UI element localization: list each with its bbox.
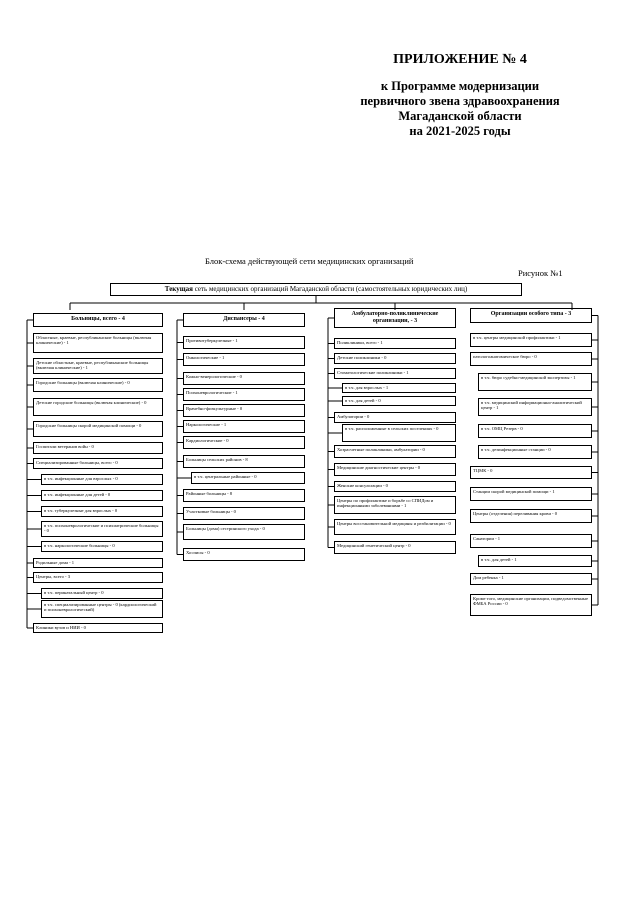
node-item: Врачебно-физкультурные - 0 [183, 404, 305, 417]
node-item: в т.ч. инфекционные для взрослых - 0 [41, 474, 163, 485]
node-item: в т.ч. специализированные центры - 0 (кардиологический и психоневрологический) [41, 600, 163, 618]
figure-label: Рисунок №1 [518, 268, 563, 278]
root-text: сеть медицинских организаций Магаданской области (самостоятельных юридических лиц) [194, 285, 468, 293]
node-item: Родильные дома - 1 [33, 558, 163, 568]
node-item: Специализированные больницы, всего - 0 [33, 458, 163, 469]
node-item: Районные больницы - 8 [183, 489, 305, 502]
node-item: в т.ч. для детей - 0 [342, 396, 456, 406]
node-item: Женские консультации - 0 [334, 481, 456, 492]
node-item: Областные, краевые, республиканские больницы (включая клинические) - 1 [33, 333, 163, 353]
node-item: Больницы (дома) сестринского ухода - 0 [183, 524, 305, 540]
node-item: в т.ч. центры медицинской профилактики - 1 [470, 333, 592, 347]
node-item: Стоматологические поликлиники - 1 [334, 368, 456, 379]
root-prefix: Текущая [164, 285, 193, 293]
node-item: Больницы сельских районов - 8 [183, 455, 305, 468]
node-item: Кардиологические - 0 [183, 436, 305, 449]
node-item: Медицинский генетический центр - 0 [334, 541, 456, 554]
node-item: Детские поликлиники - 0 [334, 353, 456, 364]
node-item: Кожно-венерологические - 0 [183, 372, 305, 385]
subtitle-line-4: на 2021-2025 годы [409, 124, 511, 138]
node-item: Санатории - 1 [470, 534, 592, 548]
node-item: в т.ч. туберкулезные для взрослых - 0 [41, 506, 163, 517]
node-item: Детские городские больницы (включая клинические) - 0 [33, 398, 163, 416]
node-item: Центры по профилактике и борьбе со СПИДом и инфекционными заболеваниями - 1 [334, 496, 456, 514]
node-item: Центры восстановительной медицины и реабилитации - 0 [334, 519, 456, 535]
node-item: Дом ребенка - 1 [470, 573, 592, 585]
column-header-1: Больницы, всего - 4 [33, 313, 163, 327]
node-item: Госпитали ветеранов войн - 0 [33, 442, 163, 454]
node-item: Центры (отделения) переливания крови - 0 [470, 509, 592, 523]
node-item: Онкологические - 1 [183, 353, 305, 366]
subtitle-line-1: к Программе модернизации [380, 79, 540, 93]
node-item: в т.ч. медицинский информационно-аналитический центр - 1 [478, 398, 592, 416]
node-item: Медицинские диагностические центры - 0 [334, 463, 456, 476]
subtitle-line-3: Магаданской области [398, 109, 522, 123]
node-item: в т.ч. инфекционные для детей - 0 [41, 490, 163, 501]
node-item: в т.ч. для взрослых - 1 [342, 383, 456, 393]
diagram-caption: Блок-схема действующей сети медицинских организаций [205, 256, 414, 266]
node-item: Участковые больницы - 0 [183, 507, 305, 520]
node-item: Противотуберкулезные - 1 [183, 336, 305, 349]
node-item: в т.ч. наркологические больницы - 0 [41, 541, 163, 552]
column-header-4: Организации особого типа - 3 [470, 308, 592, 323]
node-item: в т.ч. перинатальный центр - 0 [41, 588, 163, 599]
node-item: Центры, всего - 3 [33, 572, 163, 583]
node-item: Станции скорой медицинской помощи - 1 [470, 487, 592, 501]
node-item: Поликлиники, всего - 1 [334, 338, 456, 349]
node-item: Детские областные, краевые, республиканские больницы (включая клинические) - 1 [33, 358, 163, 374]
node-item: патологоанатомическое бюро - 0 [470, 352, 592, 366]
node-item: Кроме того, медицинские организации, подведомственные ФМБА России - 0 [470, 594, 592, 616]
node-item: Хозрасчетные поликлиники, амбулатории - 0 [334, 445, 456, 458]
node-item: Психоневрологические - 1 [183, 388, 305, 401]
node-item: в т.ч. для детей - 1 [478, 555, 592, 567]
column-header-2: Диспансеры - 4 [183, 313, 305, 327]
node-item: в т.ч. расположенные в сельских поселениях - 0 [342, 424, 456, 442]
node-item: ТЦМК - 0 [470, 466, 592, 479]
node-item: Клиники вузов и НИИ - 0 [33, 623, 163, 633]
node-item: Городские больницы скорой медицинской помощи - 0 [33, 421, 163, 437]
column-header-3: Амбулаторно-поликлинические организации, - 3 [334, 308, 456, 328]
node-item: в т.ч. центральные районные - 0 [191, 472, 305, 484]
node-item: в т.ч. ОМЦ Резерв - 0 [478, 424, 592, 438]
appendix-title: ПРИЛОЖЕНИЕ № 4 [393, 52, 527, 67]
node-item: в т.ч. бюро судебно-медицинской экспертизы - 1 [478, 373, 592, 391]
subtitle-line-2: первичного звена здравоохранения [360, 94, 560, 108]
node-item: Городские больницы (включая клинические) - 0 [33, 378, 163, 392]
node-item: в т.ч. психоневрологические и психиатрические больницы - 0 [41, 521, 163, 537]
node-item: Наркологические - 1 [183, 420, 305, 433]
node-item: Амбулатории - 0 [334, 412, 456, 423]
node-item: в т.ч. дезинфекционные станции - 0 [478, 445, 592, 459]
node-item: Хосписы - 0 [183, 548, 305, 561]
